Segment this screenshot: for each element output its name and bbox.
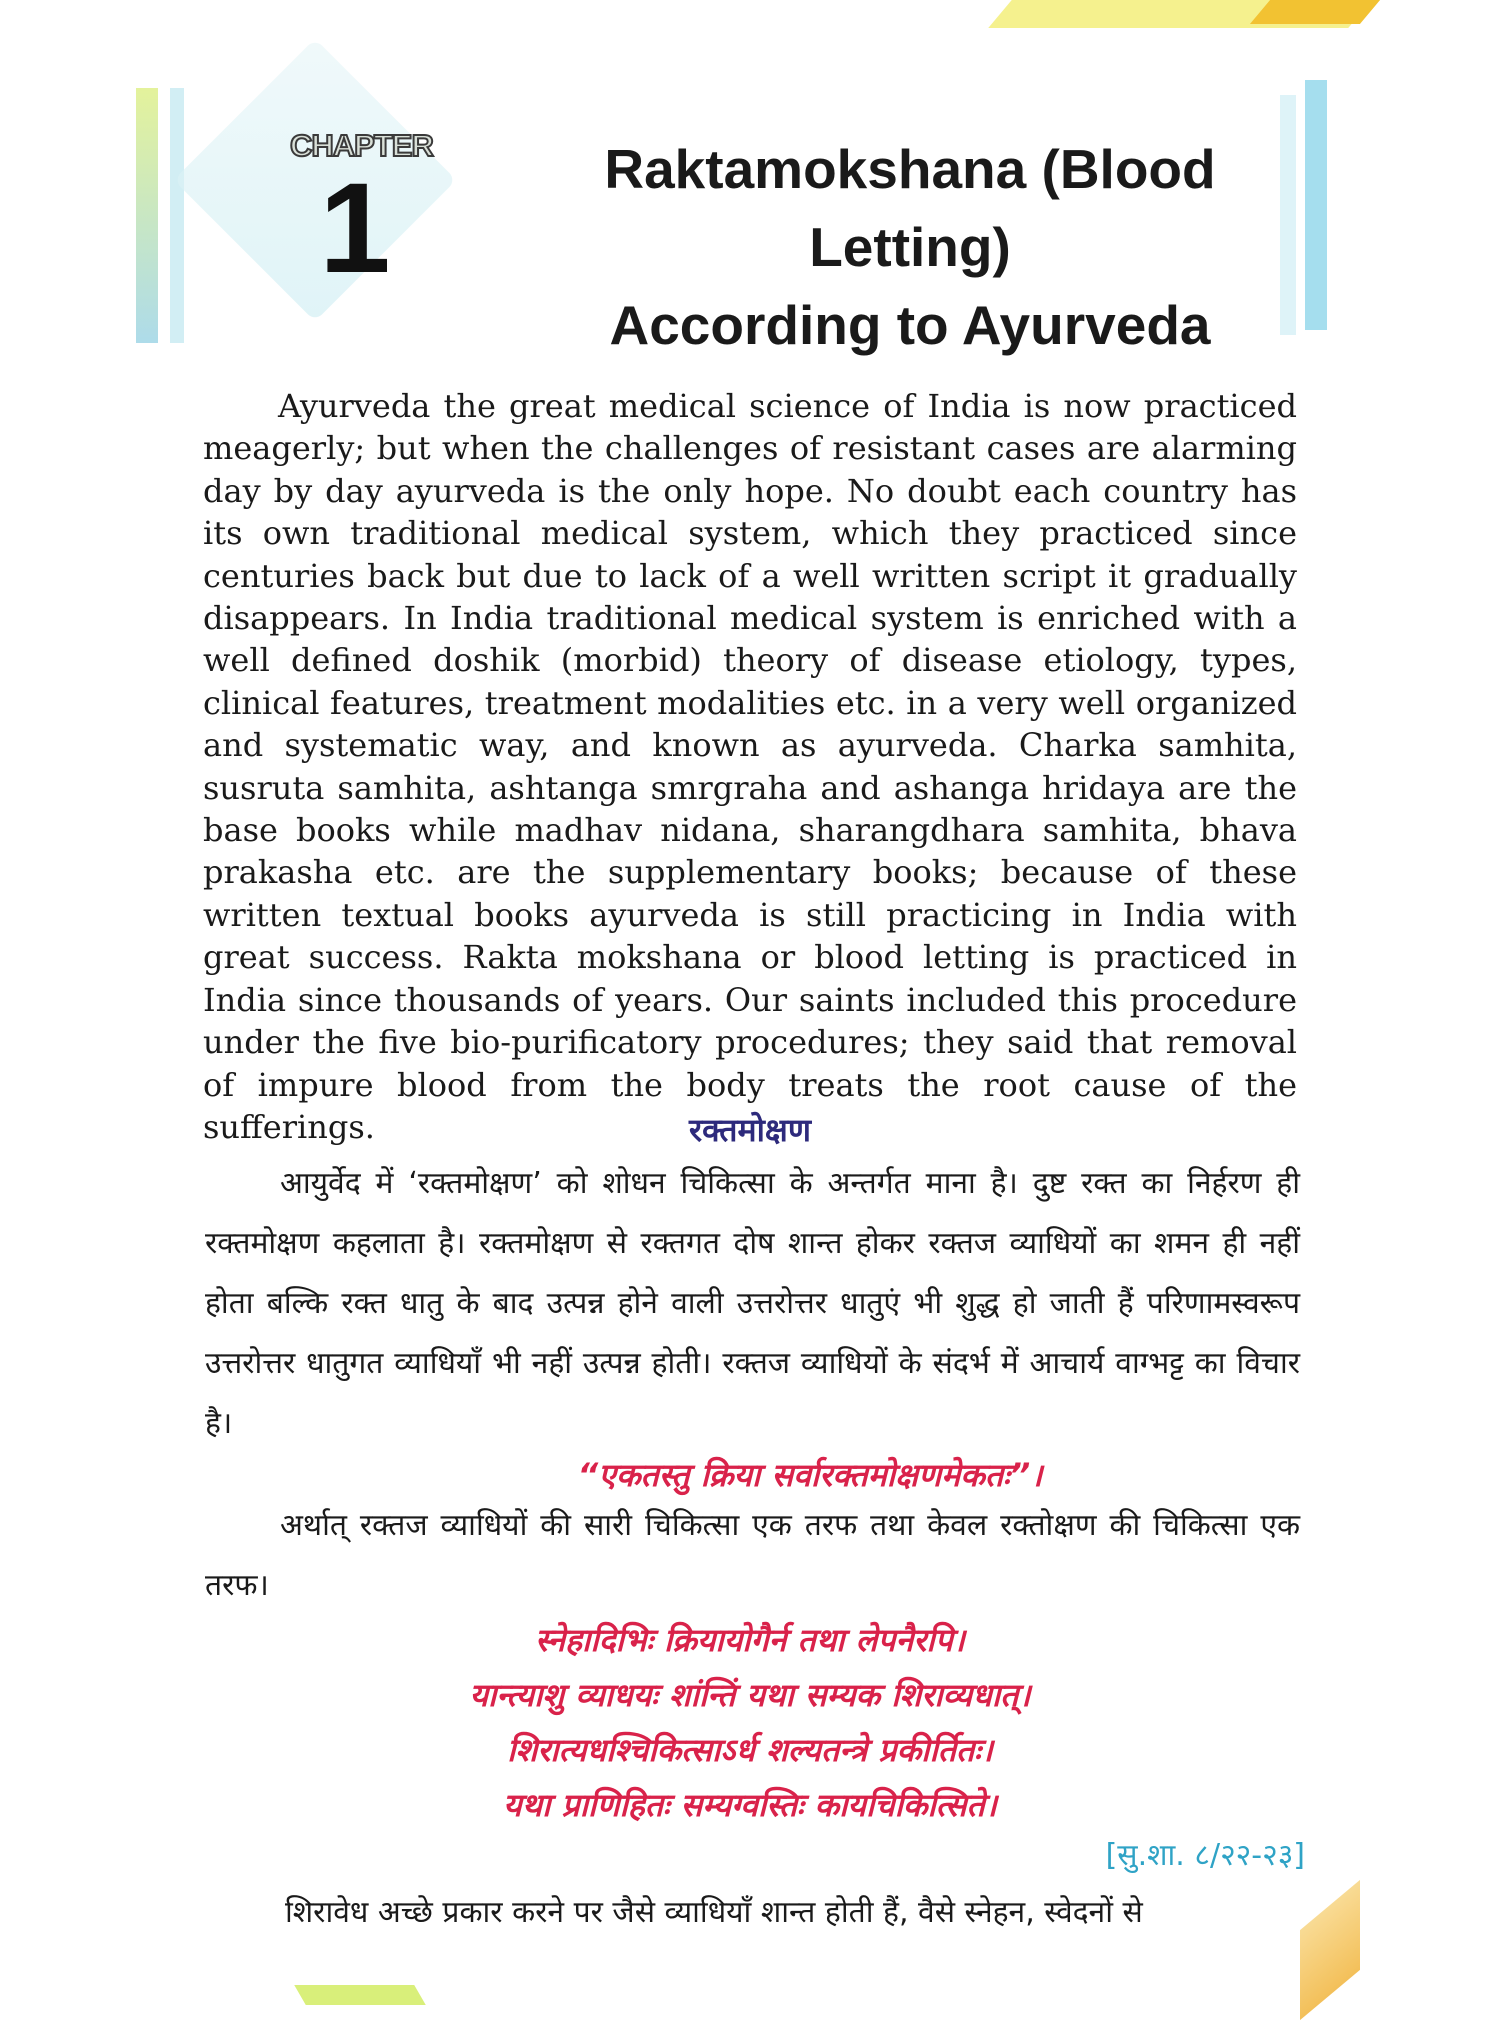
chapter-title-line-1: Raktamokshana (Blood Letting) [604, 138, 1216, 278]
english-body [203, 385, 1297, 1148]
decorative-bottom-right [1300, 1880, 1360, 2020]
verse-line-3: शिरात्यधश्चिकित्साऽर्ध शल्यतन्त्रे प्रकीर्तितः। [507, 1731, 993, 1769]
hindi-paragraph-1: आयुर्वेद में ‘रक्तमोक्षण’ को शोधन चिकित्सा के अन्तर्गत माना है। दुष्ट रक्त का निर्हरण ही रक्तमोक्षण कहलाता है। रक्तमोक्षण से रक्तगत दोष शान्त होकर रक्तज व्याधियों का शमन ही नहीं होता बल्कि रक्त धातु के बाद उत्पन्न होने वाली उत्तरोत्तर धातुएं भी शुद्ध हो जाती हैं परिणामस्वरूप उत्तरोत्तर धातुगत व्याधियाँ भी नहीं उत्पन्न होती। रक्तज व्याधियों के संदर्भ में आचार्य वाग्भट्ट का विचार है। [205, 1166, 1300, 1441]
decorative-left-bar [136, 88, 158, 343]
chapter-label: CHAPTER [290, 128, 433, 163]
decorative-left-bar-inner [170, 88, 184, 343]
verse-line-2: यान्त्याशु व्याधयः शांन्तिं यथा सम्यक शिराव्यधात्। [469, 1676, 1031, 1714]
sanskrit-quote: “एकतस्तु क्रिया सर्वारक्तमोक्षणमेकतः”। [577, 1456, 1043, 1494]
verse-line-1: स्नेहादिभिः क्रियायोगैर्न तथा लेपनैरपि। [535, 1621, 965, 1659]
english-paragraph: Ayurveda the great medical science of India is now practiced meagerly; but when the challenges of resistant cases are alarming day by day ayurveda is the only hope. No doubt each country has its own traditional medical system, which they practiced since centuries back but due to lack of a well written script it gradually disappears. In India traditional medical system is enriched with a well defined doshik (morbid) theory of disease etiology, types, clinical features, treatment modalities etc. in a very well organized and systematic way, and known as ayurveda. Charka samhita, susruta samhita, ashtanga smrgraha and ashanga hridaya are the base books while madhav nidana, sharangdhara samhita, bhava prakasha etc. are the supplementary books; because of these written textual books ayurveda is still practicing in India with great success. Rakta mokshana or blood letting is practiced in India since thousands of years. Our saints included this procedure under the five bio-purificatory procedures; they said that removal of impure blood from the body treats the root cause of the sufferings. [203, 387, 1297, 1146]
verse-line-4: यथा प्राणिहितः सम्यग्वस्तिः कायचिकित्सिते। [503, 1786, 997, 1824]
chapter-number: 1 [319, 157, 391, 300]
chapter-title-line-2: According to Ayurveda [609, 294, 1211, 356]
decorative-bottom-left [294, 1985, 426, 2005]
chapter-title [500, 130, 1320, 364]
hindi-section-heading: रक्तमोक्षण [689, 1111, 811, 1149]
hindi-last-line: शिरावेध अच्छे प्रकार करने पर जैसे व्याधियाँ शान्त होती हैं, वैसे स्नेहन, स्वेदनों से [285, 1895, 1143, 1930]
verse-reference: [सु.शा. ८/२२-२३] [1105, 1838, 1305, 1873]
hindi-paragraph-2: अर्थात् रक्तज व्याधियों की सारी चिकित्सा एक तरफ तथा केवल रक्तोक्षण की चिकित्सा एक तरफ। [205, 1508, 1300, 1603]
decorative-top-accent [1250, 0, 1380, 24]
